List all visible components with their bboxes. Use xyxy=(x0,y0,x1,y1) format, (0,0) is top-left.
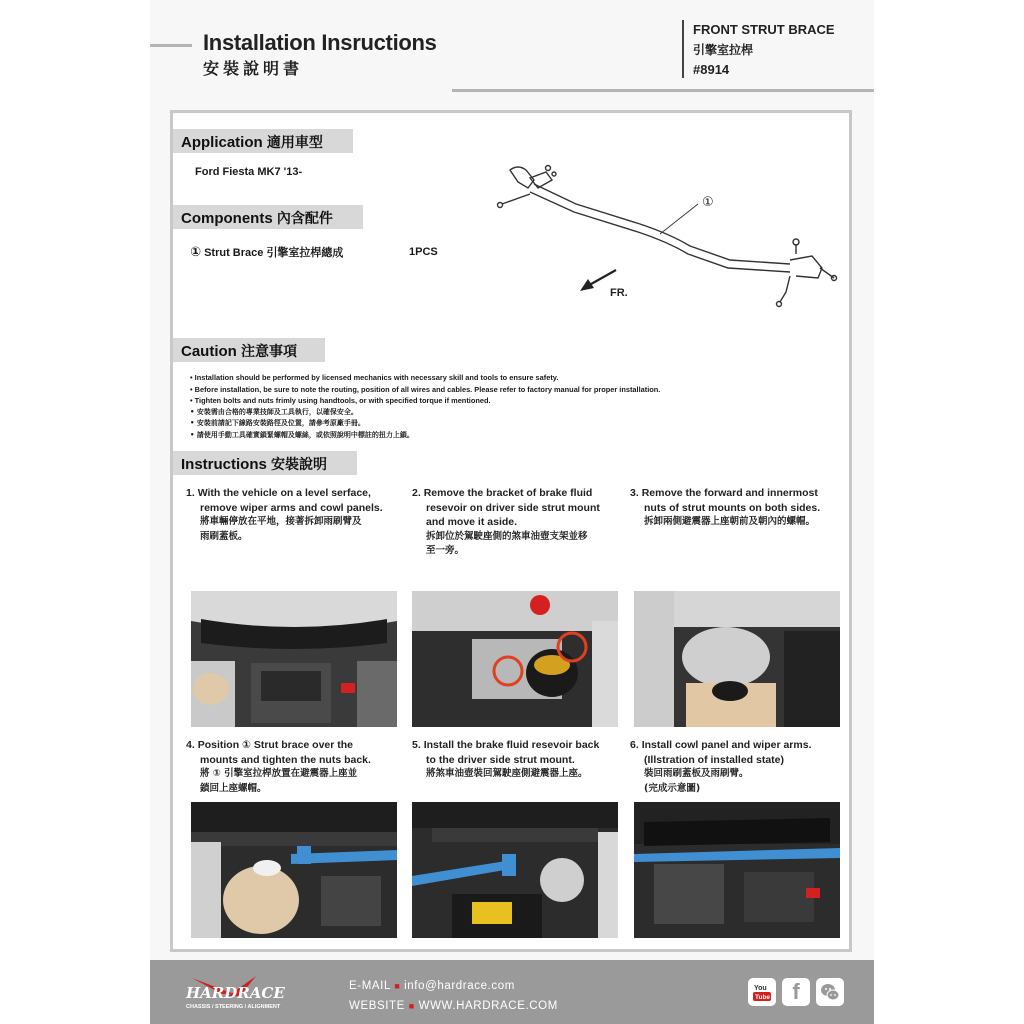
header-rule-right xyxy=(452,89,874,92)
step-number: 6. xyxy=(630,739,639,751)
caution-item-zh: • 安裝前請記下線路安裝路徑及位置，請參考原廠手冊。 xyxy=(190,419,365,428)
step-line: mounts and tighten the nuts back. xyxy=(200,753,371,766)
caution-heading-en: Caution xyxy=(181,343,237,360)
step-4-photo xyxy=(191,802,397,938)
step-2-text xyxy=(412,486,622,559)
step-line-zh: 鎖回上座螺帽。 xyxy=(200,782,267,794)
svg-text:Tube: Tube xyxy=(755,994,771,1001)
step-line: Position ① Strut brace over the xyxy=(197,739,354,751)
step-number: 5. xyxy=(412,739,421,751)
step-6-photo xyxy=(634,802,840,938)
step-number: 4. xyxy=(186,739,195,751)
caution-heading-zh: 注意事項 xyxy=(241,344,297,360)
step-line: to the driver side strut mount. xyxy=(426,753,575,766)
step-3-photo xyxy=(634,591,840,727)
bullet-icon: ■ xyxy=(408,1001,415,1011)
step-line-zh: 將車輛停放在平地，接著拆卸雨刷臂及 xyxy=(200,516,362,527)
part-number: #8914 xyxy=(693,62,730,77)
application-heading xyxy=(173,129,353,153)
diagram-callout: ① xyxy=(702,195,714,210)
step-line-zh: 裝回雨刷蓋板及雨刷臂。 xyxy=(644,768,749,779)
document-title: Installation Insructions xyxy=(203,30,437,55)
step-line-zh: 至一旁。 xyxy=(426,545,465,556)
svg-text:You: You xyxy=(754,985,767,992)
brand-tagline: CHASSIS / STEERING / ALIGNMENT xyxy=(186,1004,281,1010)
website-label: WEBSITE xyxy=(349,1000,405,1012)
caution-item-zh: • 安裝需由合格的專業技師及工具執行，以確保安全。 xyxy=(190,407,358,416)
step-line: With the vehicle on a level serface, xyxy=(197,487,371,499)
step-line-zh: 拆卸位於駕駛座側的煞車油壺支架並移 xyxy=(426,530,588,542)
header-rule-left xyxy=(150,44,192,47)
step-line: resevoir on driver side strut mount xyxy=(426,501,600,514)
bullet-icon: ■ xyxy=(394,981,401,991)
step-number: 1. xyxy=(186,487,195,499)
step-line-zh: 雨刷蓋板。 xyxy=(200,530,248,542)
product-name: FRONT STRUT BRACE xyxy=(693,22,835,37)
vehicle-model: Ford Fiesta MK7 '13- xyxy=(195,166,303,178)
component-quantity: 1PCS xyxy=(409,246,438,258)
step-number: 3. xyxy=(630,487,639,499)
step-line-zh: 拆卸兩側避震器上座朝前及朝內的螺帽。 xyxy=(644,516,816,527)
components-heading xyxy=(173,205,363,229)
instructions-heading-zh: 安裝說明 xyxy=(271,457,328,473)
facebook-icon[interactable]: f xyxy=(782,978,810,1006)
component-name-zh: 引擎室拉桿總成 xyxy=(266,246,344,259)
step-line-zh: 將煞車油壺裝回駕駛座側避震器上座。 xyxy=(426,768,588,779)
application-heading-zh: 適用車型 xyxy=(266,135,323,151)
component-marker: ① xyxy=(190,245,202,260)
instructions-heading xyxy=(173,451,357,475)
caution-item-zh: • 請使用手動工具確實鎖緊螺帽及螺絲，或依照說明中標註的扭力上鎖。 xyxy=(190,430,414,439)
caution-item: • Installation should be performed by licensed mechanics with necessary skill and tools to ensure safety. xyxy=(190,373,559,382)
step-5-photo xyxy=(412,802,618,938)
strut-brace-diagram xyxy=(490,160,850,310)
step-3-text xyxy=(630,486,840,530)
step-line: remove wiper arms and cowl panels. xyxy=(200,501,383,514)
caution-item: • Tighten bolts and nuts frimly using handtools, or with specified torque if mentioned. xyxy=(190,396,491,406)
step-line: and move it aside. xyxy=(426,516,518,528)
step-line-zh: (完成示意圖) xyxy=(644,782,701,794)
contact-info xyxy=(349,976,558,1016)
component-item xyxy=(190,244,343,260)
caution-list xyxy=(190,372,830,442)
caution-item: • Before installation, be sure to note the routing, position of all wires and cables. Please refer to factory manual for proper installation. xyxy=(190,384,661,394)
product-name-zh: 引擎室拉桿 xyxy=(693,43,754,57)
step-line-zh: 將 ① 引擎室拉桿放置在避震器上座並 xyxy=(200,768,358,779)
header-divider xyxy=(682,20,684,78)
step-4-text xyxy=(186,738,392,796)
caution-heading xyxy=(173,338,325,362)
step-line: (Illstration of installed state) xyxy=(644,753,785,766)
youtube-icon[interactable] xyxy=(748,978,776,1006)
step-1-photo xyxy=(191,591,397,727)
instructions-heading-en: Instructions xyxy=(181,456,267,473)
components-heading-en: Components xyxy=(181,210,273,227)
step-number: 2. xyxy=(412,487,421,499)
components-heading-zh: 內含配件 xyxy=(276,211,333,227)
step-2-photo xyxy=(412,591,618,727)
hardrace-logo xyxy=(182,972,322,1012)
front-direction-label: FR. xyxy=(610,287,628,299)
wechat-icon[interactable] xyxy=(816,978,844,1006)
website-link[interactable]: WWW.HARDRACE.COM xyxy=(418,1000,558,1012)
step-5-text xyxy=(412,738,622,782)
step-line: Install cowl panel and wiper arms. xyxy=(641,739,812,751)
product-info xyxy=(693,20,835,80)
email-label: E-MAIL xyxy=(349,980,391,992)
application-heading-en: Application xyxy=(181,134,263,151)
step-1-text xyxy=(186,486,392,544)
step-line: Remove the bracket of brake fluid xyxy=(423,487,593,499)
step-line: Remove the forward and innermost xyxy=(641,487,818,499)
document-title-zh: 安裝說明書 xyxy=(203,59,304,78)
email-link[interactable]: info@hardrace.com xyxy=(404,980,515,992)
step-6-text xyxy=(630,738,840,796)
step-line: nuts of strut mounts on both sides. xyxy=(644,501,821,514)
component-name: Strut Brace xyxy=(204,247,264,259)
brand-name: HARDRACE xyxy=(186,984,285,1002)
step-line: Install the brake fluid resevoir back xyxy=(423,739,600,751)
